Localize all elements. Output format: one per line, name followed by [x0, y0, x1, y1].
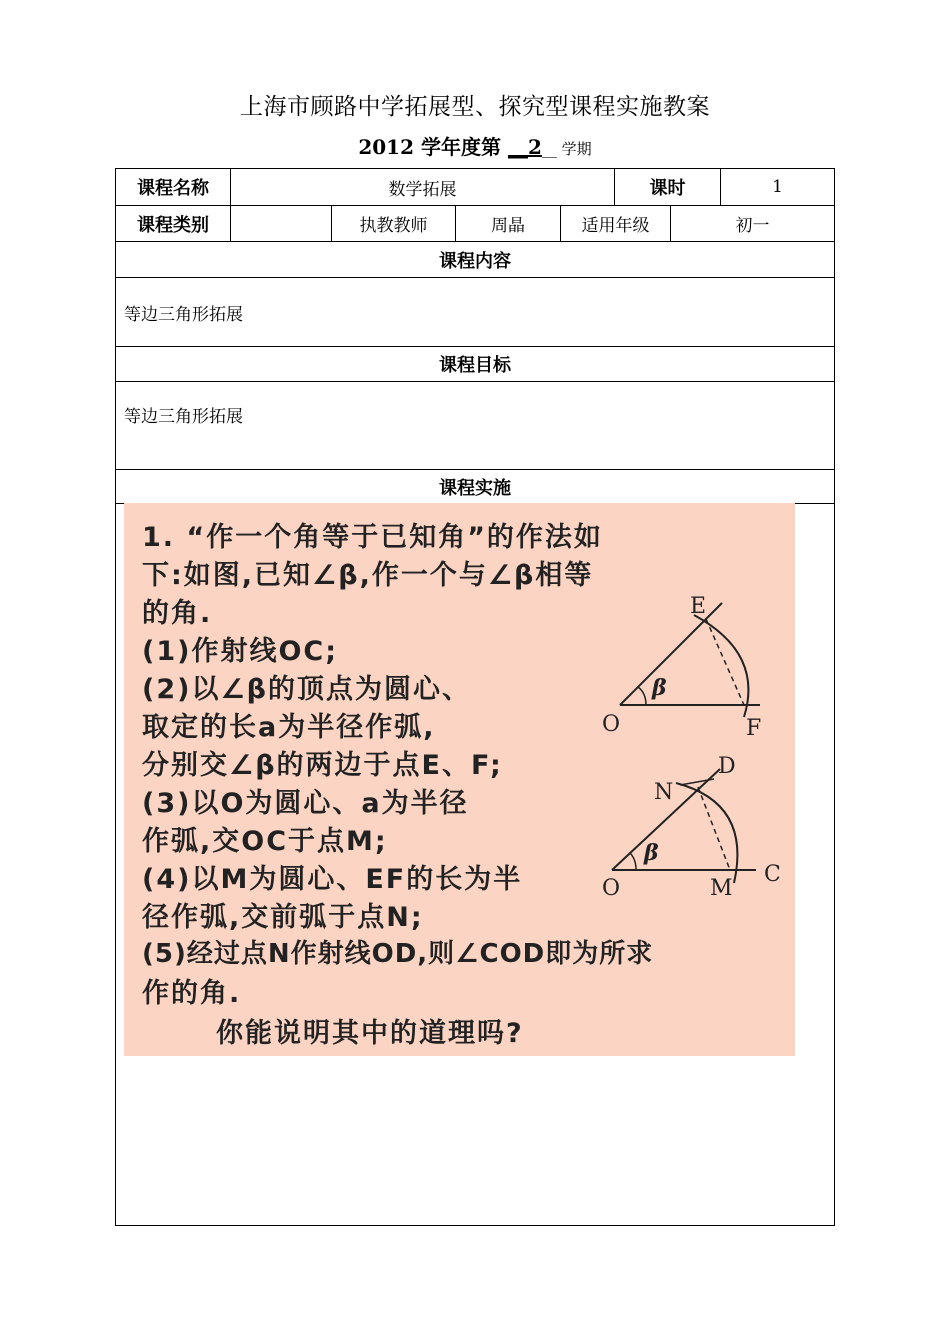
- construction-figures: [124, 503, 795, 1056]
- grade-value: 初一: [670, 205, 835, 242]
- grade-label: 适用年级: [560, 205, 671, 242]
- category-value: [230, 205, 332, 242]
- slide-line: 作的角.: [142, 978, 242, 1009]
- slide-image: [124, 503, 795, 1056]
- document-subtitle: [0, 131, 950, 160]
- course-name-label: 课程名称: [115, 168, 231, 206]
- slide-line: 取定的长a为半径作弧,: [142, 712, 436, 743]
- slide-line: 下:如图,已知∠β,作一个与∠β相等: [142, 560, 594, 591]
- content-value: 等边三角形拓展: [115, 277, 835, 347]
- fig1-label-f: F: [746, 716, 762, 741]
- fig2-label-m: M: [710, 876, 733, 901]
- slide-line: (4)以M为圆心、EF的长为半: [142, 864, 523, 895]
- goal-header: 课程目标: [115, 346, 835, 382]
- slide-line: (1)作射线OC;: [142, 636, 339, 667]
- slide-line: 径作弧,交前弧于点N;: [142, 902, 424, 933]
- fig2-label-n: N: [654, 780, 674, 805]
- fig1-label-o: O: [602, 712, 621, 737]
- fig2-label-o: O: [602, 876, 621, 901]
- goal-value: 等边三角形拓展: [115, 381, 835, 470]
- slide-line: (2)以∠β的顶点为圆心、: [142, 674, 471, 705]
- fig2-beta: β: [644, 840, 659, 866]
- slide-line: (5)经过点N作射线OD,则∠COD即为所求: [142, 939, 654, 969]
- category-label: 课程类别: [115, 205, 231, 242]
- term-suffix: __ 学期: [541, 140, 592, 158]
- fig1-label-e: E: [690, 594, 707, 619]
- figure-2: [602, 754, 781, 901]
- slide-line: 你能说明其中的道理吗?: [216, 1018, 524, 1049]
- slide-line: 1. “作一个角等于已知角”的作法如: [142, 522, 603, 553]
- hours-label: 课时: [614, 168, 721, 206]
- fig2-label-c: C: [764, 862, 781, 887]
- content-header: 课程内容: [115, 241, 835, 278]
- fig1-beta: β: [652, 675, 667, 701]
- implementation-header: 课程实施: [115, 469, 835, 504]
- hours-value: 1: [720, 168, 835, 206]
- figure-1: [602, 594, 761, 741]
- slide-line: 的角.: [142, 598, 213, 629]
- slide-line: 分别交∠β的两边于点E、F;: [142, 750, 503, 781]
- fig2-label-d: D: [718, 754, 736, 779]
- course-name-value: 数学拓展: [230, 168, 615, 206]
- slide-line: 作弧,交OC于点M;: [142, 826, 388, 857]
- document-title: 上海市顾路中学拓展型、探究型课程实施教案: [240, 94, 710, 120]
- year-label: 2012 学年度第: [358, 135, 501, 159]
- term-number: __2: [507, 135, 542, 159]
- teacher-value: 周晶: [455, 205, 561, 242]
- slide-line: (3)以O为圆心、a为半径: [142, 788, 469, 819]
- teacher-label: 执教教师: [331, 205, 456, 242]
